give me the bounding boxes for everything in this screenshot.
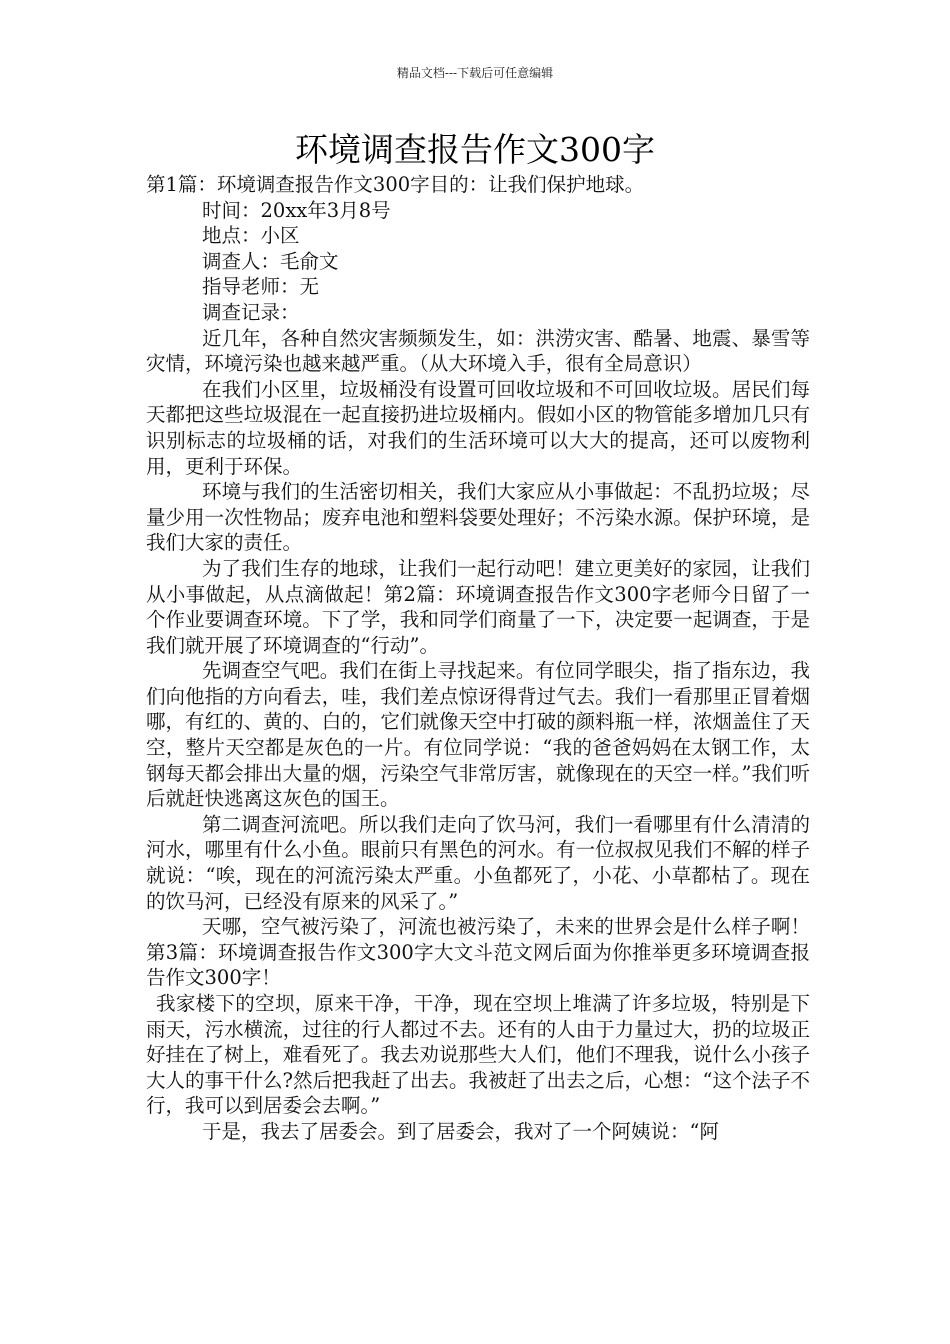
page-header: 精品文档---下载后可任意编辑 <box>396 66 554 80</box>
paragraph: 于是，我去了居委会。到了居委会，我对了一个阿姨说：“阿 <box>202 1119 719 1143</box>
document-body <box>146 172 810 1145</box>
paragraph: 环境与我们的生活密切相关，我们大家应从小事做起：不乱扔垃圾；尽量少用一次性物品；废弃电池和塑料袋要处理好；不污染水源。保护环境，是我们大家的责任。 <box>146 480 810 555</box>
paragraph: 指导老师：无 <box>202 275 320 299</box>
paragraph: 近几年，各种自然灾害频频发生，如：洪涝灾害、酷暑、地震、暴雪等灾情，环境污染也越来越严重。（从大环境入手，很有全局意识） <box>146 326 810 376</box>
paragraph: 地点：小区 <box>202 224 300 248</box>
paragraph: 为了我们生存的地球，让我们一起行动吧！建立更美好的家园，让我们从小事做起，从点滴做起！第2篇：环境调查报告作文300字老师今日留了一个作业要调查环境。下了学，我和同学们商量了一下，决定要一起调查，于是我们就开展了环境调查的“行动”。 <box>146 556 810 657</box>
paragraph: 我家楼下的空坝，原来干净，干净，现在空坝上堆满了许多垃圾，特别是下雨天，污水横流，过往的行人都过不去。还有的人由于力量过大，扔的垃圾正好挂在了树上，难看死了。我去劝说那些大人们，他们不理我，说什么小孩子大人的事干什么?然后把我赶了出去。我被赶了出去之后，心想：“这个法子不行，我可以到居委会去啊。” <box>146 992 810 1118</box>
document-title: 环境调查报告作文300字 <box>295 130 655 169</box>
paragraph: 先调查空气吧。我们在街上寻找起来。有位同学眼尖，指了指东边，我们向他指的方向看去，哇，我们差点惊讶得背过气去。我们一看那里正冒着烟哪，有红的、黄的、白的，它们就像天空中打破的颜料瓶一样，浓烟盖住了天空，整片天空都是灰色的一片。有位同学说：“我的爸爸妈妈在太钢工作，太钢每天都会排出大量的烟，污染空气非常厉害，就像现在的天空一样。”我们听后就赶快逃离这灰色的国王。 <box>146 659 810 811</box>
paragraph: 时间：20xx年3月8号 <box>202 198 391 222</box>
paragraph: 第二调查河流吧。所以我们走向了饮马河，我们一看哪里有什么清清的河水，哪里有什么小鱼。眼前只有黑色的河水。有一位叔叔见我们不解的样子就说：“唉，现在的河流污染太严重。小鱼都死了，小花、小草都枯了。现在的饮马河，已经没有原来的风采了。” <box>146 812 810 913</box>
paragraph: 第1篇：环境调查报告作文300字目的：让我们保护地球。 <box>146 173 645 196</box>
paragraph: 天哪，空气被污染了，河流也被污染了，未来的世界会是什么样子啊！第3篇：环境调查报告作文300字大文斗范文网后面为你推举更多环境调查报告作文300字！ <box>146 915 810 990</box>
paragraph: 调查人：毛俞文 <box>202 249 339 273</box>
paragraph: 调查记录： <box>202 300 300 324</box>
paragraph: 在我们小区里，垃圾桶没有设置可回收垃圾和不可回收垃圾。居民们每天都把这些垃圾混在一起直接扔进垃圾桶内。假如小区的物管能多增加几只有识别标志的垃圾桶的话，对我们的生活环境可以大大的提高，还可以废物利用，更利于环保。 <box>146 377 810 478</box>
